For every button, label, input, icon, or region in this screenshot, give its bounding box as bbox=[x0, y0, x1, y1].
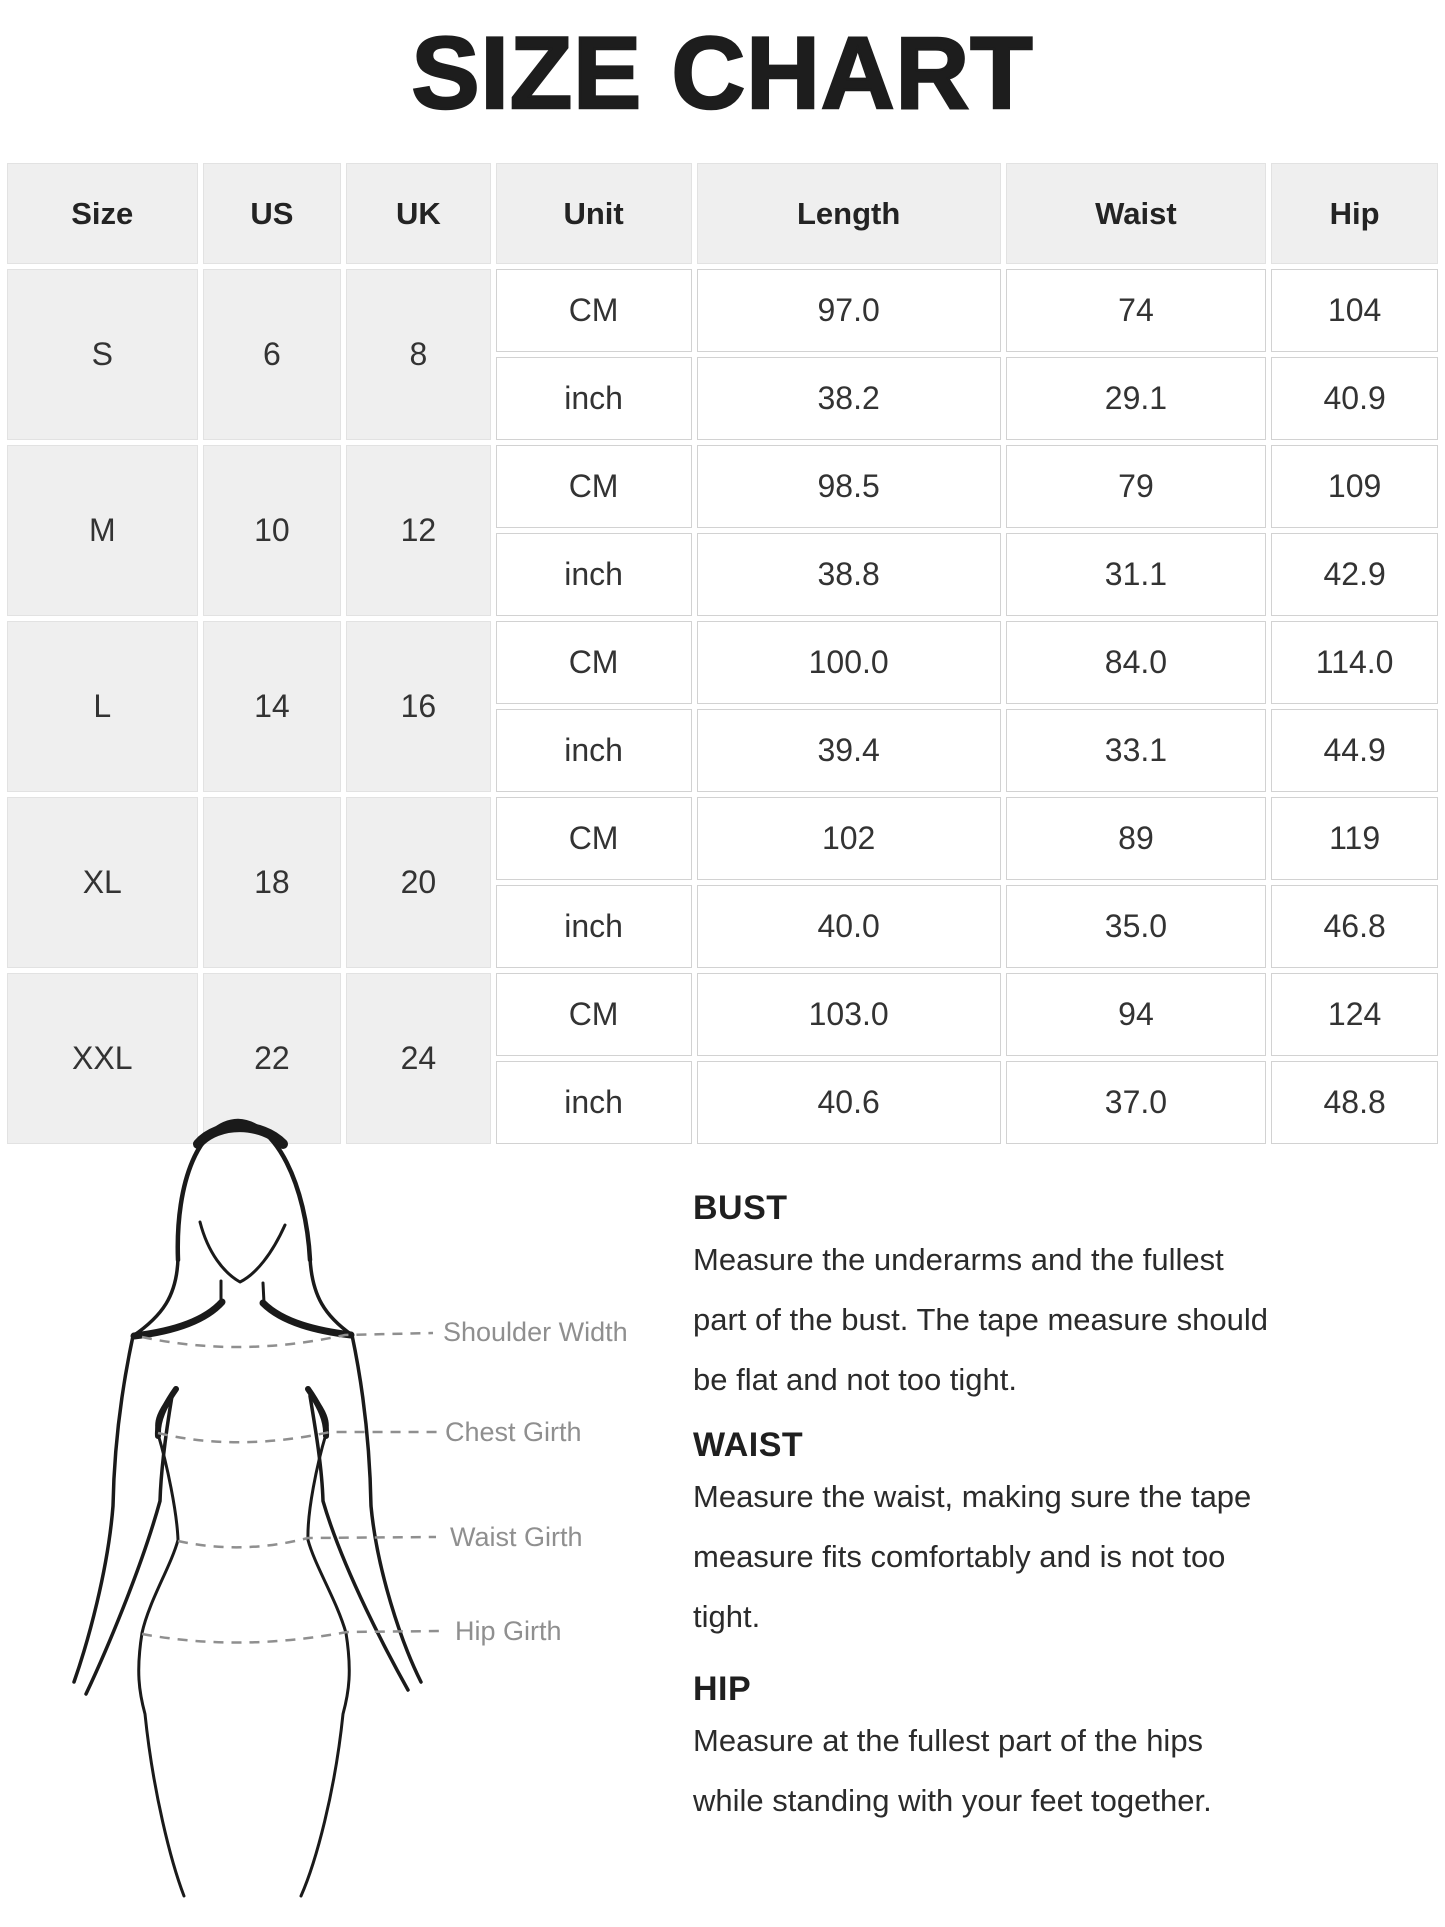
cell-waist: 37.0 bbox=[1006, 1061, 1267, 1144]
figure-label-chest-girth: Chest Girth bbox=[445, 1417, 582, 1447]
cell-size: M bbox=[7, 445, 198, 616]
figure-label-waist-girth: Waist Girth bbox=[450, 1522, 583, 1552]
cell-unit: CM bbox=[496, 973, 692, 1056]
cell-unit: CM bbox=[496, 621, 692, 704]
section-line: part of the bust. The tape measure should bbox=[693, 1302, 1269, 1337]
cell-uk: 8 bbox=[346, 269, 490, 440]
cell-hip: 42.9 bbox=[1271, 533, 1438, 616]
figure-hair-top-accent bbox=[198, 1127, 283, 1144]
cell-uk: 12 bbox=[346, 445, 490, 616]
section-heading: WAIST bbox=[693, 1426, 804, 1464]
cell-waist: 29.1 bbox=[1006, 357, 1267, 440]
table-row bbox=[7, 445, 1438, 528]
section-hip bbox=[693, 1667, 1433, 1831]
body-figure-diagram bbox=[0, 1100, 700, 1910]
section-heading: HIP bbox=[693, 1670, 752, 1708]
header-cell-waist: Waist bbox=[1006, 163, 1267, 264]
cell-length: 102 bbox=[697, 797, 1001, 880]
cell-waist: 89 bbox=[1006, 797, 1267, 880]
cell-uk: 24 bbox=[346, 973, 490, 1144]
header-cell-unit: Unit bbox=[496, 163, 692, 264]
cell-us: 22 bbox=[203, 973, 342, 1144]
figure-arm-right-outer bbox=[352, 1335, 421, 1682]
cell-unit: inch bbox=[496, 533, 692, 616]
cell-unit: inch bbox=[496, 709, 692, 792]
section-heading: BUST bbox=[693, 1189, 788, 1227]
figure-torso-right bbox=[301, 1389, 349, 1896]
cell-waist: 79 bbox=[1006, 445, 1267, 528]
figure-collar-left bbox=[134, 1302, 222, 1336]
cell-length: 40.0 bbox=[697, 885, 1001, 968]
figure-face bbox=[200, 1222, 285, 1282]
cell-unit: inch bbox=[496, 885, 692, 968]
header-cell-hip: Hip bbox=[1271, 163, 1438, 264]
cell-unit: CM bbox=[496, 797, 692, 880]
header-cell-length: Length bbox=[697, 163, 1001, 264]
shoulder-measure-line bbox=[142, 1333, 433, 1347]
cell-length: 97.0 bbox=[697, 269, 1001, 352]
table-row bbox=[7, 269, 1438, 352]
cell-hip: 109 bbox=[1271, 445, 1438, 528]
cell-waist: 94 bbox=[1006, 973, 1267, 1056]
figure-label-shoulder-width: Shoulder Width bbox=[443, 1317, 628, 1347]
table-header-row bbox=[7, 163, 1438, 264]
cell-waist: 35.0 bbox=[1006, 885, 1267, 968]
cell-uk: 20 bbox=[346, 797, 490, 968]
cell-waist: 84.0 bbox=[1006, 621, 1267, 704]
figure-hair-left bbox=[133, 1258, 178, 1336]
cell-hip: 40.9 bbox=[1271, 357, 1438, 440]
cell-length: 100.0 bbox=[697, 621, 1001, 704]
cell-hip: 124 bbox=[1271, 973, 1438, 1056]
table-row bbox=[7, 621, 1438, 704]
table-row bbox=[7, 973, 1438, 1056]
header-cell-uk: UK bbox=[346, 163, 490, 264]
section-waist bbox=[693, 1423, 1433, 1647]
cell-hip: 46.8 bbox=[1271, 885, 1438, 968]
cell-size: S bbox=[7, 269, 198, 440]
section-line: Measure at the fullest part of the hips bbox=[693, 1723, 1204, 1758]
header-cell-us: US bbox=[203, 163, 342, 264]
cell-unit: CM bbox=[496, 445, 692, 528]
cell-hip: 114.0 bbox=[1271, 621, 1438, 704]
figure-collar-right bbox=[263, 1303, 351, 1335]
section-line: while standing with your feet together. bbox=[693, 1783, 1212, 1818]
cell-waist: 33.1 bbox=[1006, 709, 1267, 792]
cell-length: 38.2 bbox=[697, 357, 1001, 440]
cell-uk: 16 bbox=[346, 621, 490, 792]
cell-unit: CM bbox=[496, 269, 692, 352]
section-line: tight. bbox=[693, 1599, 761, 1634]
cell-length: 39.4 bbox=[697, 709, 1001, 792]
figure-hair-right bbox=[310, 1258, 352, 1335]
cell-size: XL bbox=[7, 797, 198, 968]
page-title: SIZE CHART bbox=[411, 16, 1034, 130]
cell-unit: inch bbox=[496, 1061, 692, 1144]
cell-hip: 119 bbox=[1271, 797, 1438, 880]
cell-length: 40.6 bbox=[697, 1061, 1001, 1144]
cell-hip: 48.8 bbox=[1271, 1061, 1438, 1144]
figure-arm-left-outer bbox=[74, 1336, 133, 1682]
cell-waist: 31.1 bbox=[1006, 533, 1267, 616]
section-line: be flat and not too tight. bbox=[693, 1362, 1018, 1397]
cell-us: 18 bbox=[203, 797, 342, 968]
header-cell-size: Size bbox=[7, 163, 198, 264]
cell-size: L bbox=[7, 621, 198, 792]
section-line: measure fits comfortably and is not too bbox=[693, 1539, 1226, 1574]
size-table bbox=[2, 158, 1443, 1149]
waist-measure-line bbox=[178, 1537, 436, 1547]
cell-length: 38.8 bbox=[697, 533, 1001, 616]
cell-hip: 104 bbox=[1271, 269, 1438, 352]
cell-unit: inch bbox=[496, 357, 692, 440]
figure-label-hip-girth: Hip Girth bbox=[455, 1616, 562, 1646]
cell-hip: 44.9 bbox=[1271, 709, 1438, 792]
table-row bbox=[7, 797, 1438, 880]
cell-us: 6 bbox=[203, 269, 342, 440]
section-bust bbox=[693, 1186, 1433, 1410]
chest-measure-line bbox=[158, 1432, 438, 1442]
cell-us: 14 bbox=[203, 621, 342, 792]
cell-length: 103.0 bbox=[697, 973, 1001, 1056]
cell-waist: 74 bbox=[1006, 269, 1267, 352]
section-line: Measure the waist, making sure the tape bbox=[693, 1479, 1252, 1514]
cell-size: XXL bbox=[7, 973, 198, 1144]
cell-length: 98.5 bbox=[697, 445, 1001, 528]
section-line: Measure the underarms and the fullest bbox=[693, 1242, 1224, 1277]
cell-us: 10 bbox=[203, 445, 342, 616]
